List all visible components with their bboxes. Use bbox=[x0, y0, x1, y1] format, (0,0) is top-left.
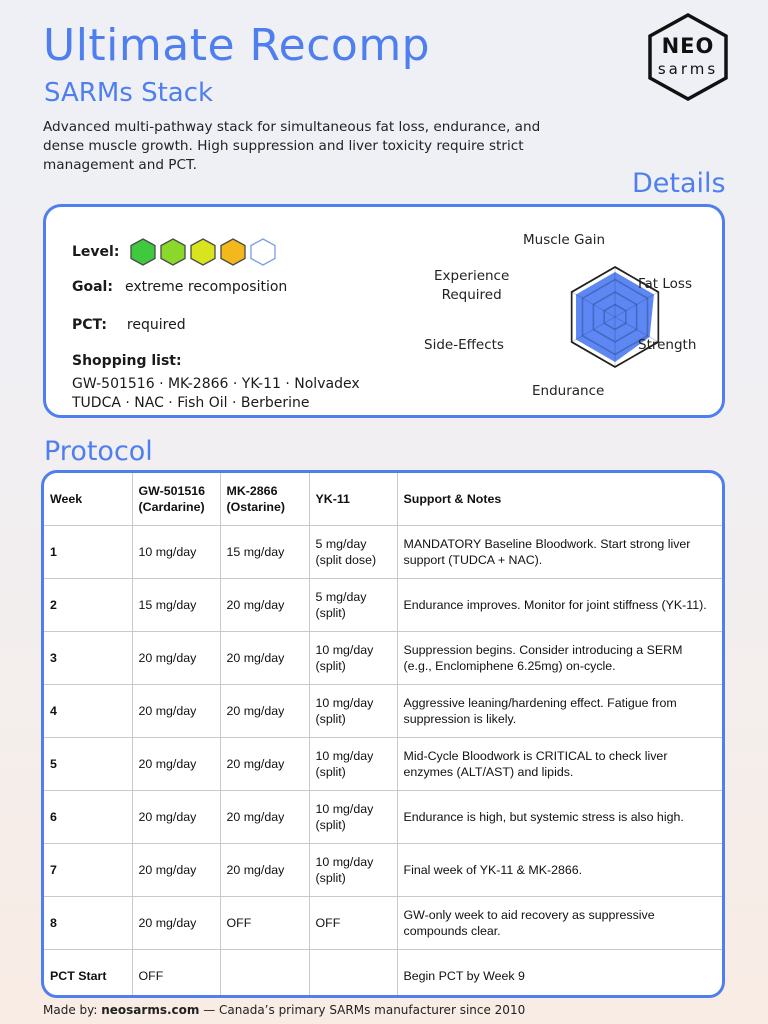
page-subtitle: SARMs Stack bbox=[44, 78, 214, 108]
cell-notes: Aggressive leaning/hardening effect. Fatigue from suppression is likely. bbox=[397, 684, 722, 737]
cell-gw501516: OFF bbox=[132, 949, 220, 998]
level-label: Level: bbox=[72, 244, 120, 260]
table-row bbox=[44, 949, 722, 998]
cell-mk2866 bbox=[220, 949, 309, 998]
cell-week: 1 bbox=[44, 525, 132, 578]
table-row bbox=[44, 790, 722, 843]
neo-sarms-logo bbox=[646, 12, 730, 102]
cell-yk11: 10 mg/day (split) bbox=[309, 790, 397, 843]
cell-notes: Endurance improves. Monitor for joint stiffness (YK-11). bbox=[397, 578, 722, 631]
cell-gw501516: 20 mg/day bbox=[132, 684, 220, 737]
cell-mk2866: 15 mg/day bbox=[220, 525, 309, 578]
radar-label-fat-loss: Fat Loss bbox=[638, 276, 692, 292]
cell-gw501516: 20 mg/day bbox=[132, 896, 220, 949]
header-mk2866: MK-2866 (Ostarine) bbox=[220, 473, 309, 525]
cell-week: 3 bbox=[44, 631, 132, 684]
details-card bbox=[43, 204, 725, 418]
cell-yk11: 5 mg/day (split dose) bbox=[309, 525, 397, 578]
cell-gw501516: 20 mg/day bbox=[132, 737, 220, 790]
cell-mk2866: 20 mg/day bbox=[220, 737, 309, 790]
cell-gw501516: 20 mg/day bbox=[132, 790, 220, 843]
protocol-table-card bbox=[41, 470, 725, 998]
table-row bbox=[44, 684, 722, 737]
logo-text-neo: NEO bbox=[661, 34, 715, 58]
radar-label-side-effects: Side-Effects bbox=[424, 337, 504, 353]
cell-mk2866: 20 mg/day bbox=[220, 578, 309, 631]
cell-gw501516: 20 mg/day bbox=[132, 843, 220, 896]
cell-week: 5 bbox=[44, 737, 132, 790]
cell-notes: MANDATORY Baseline Bloodwork. Start strong liver support (TUDCA + NAC). bbox=[397, 525, 722, 578]
cell-gw501516: 20 mg/day bbox=[132, 631, 220, 684]
pct-row bbox=[72, 317, 186, 333]
cell-notes: Begin PCT by Week 9 bbox=[397, 949, 722, 998]
cell-notes: GW-only week to aid recovery as suppressive compounds clear. bbox=[397, 896, 722, 949]
level-hexagon-icon bbox=[249, 237, 277, 267]
table-row bbox=[44, 896, 722, 949]
cell-yk11 bbox=[309, 949, 397, 998]
details-section-title: Details bbox=[632, 168, 726, 199]
radar-chart bbox=[406, 217, 722, 415]
cell-mk2866: 20 mg/day bbox=[220, 684, 309, 737]
protocol-section-title: Protocol bbox=[44, 436, 153, 467]
header-gw501516: GW-501516 (Cardarine) bbox=[132, 473, 220, 525]
shopping-row bbox=[72, 353, 182, 369]
radar-label-experience-line2: Required bbox=[441, 287, 502, 303]
radar-label-experience-line1: Experience bbox=[434, 268, 510, 284]
cell-yk11: 10 mg/day (split) bbox=[309, 631, 397, 684]
cell-yk11: 5 mg/day (split) bbox=[309, 578, 397, 631]
table-row bbox=[44, 631, 722, 684]
cell-gw501516: 10 mg/day bbox=[132, 525, 220, 578]
cell-yk11: 10 mg/day (split) bbox=[309, 843, 397, 896]
level-rating bbox=[129, 237, 277, 267]
shopping-line-1: GW-501516 · MK-2866 · YK-11 · Nolvadex bbox=[72, 376, 360, 392]
cell-mk2866: 20 mg/day bbox=[220, 843, 309, 896]
cell-week: 4 bbox=[44, 684, 132, 737]
cell-yk11: 10 mg/day (split) bbox=[309, 684, 397, 737]
goal-label: Goal: bbox=[72, 279, 113, 295]
shopping-line-2: TUDCA · NAC · Fish Oil · Berberine bbox=[72, 395, 310, 411]
footer-site-link: neosarms.com bbox=[101, 1003, 200, 1017]
level-hexagon-icon bbox=[189, 237, 217, 267]
level-hexagon-icon bbox=[219, 237, 247, 267]
shopping-list bbox=[72, 375, 360, 413]
radar-label-muscle-gain: Muscle Gain bbox=[523, 232, 606, 248]
footer bbox=[43, 1003, 525, 1017]
header-yk11: YK-11 bbox=[309, 473, 397, 525]
level-row bbox=[72, 237, 277, 267]
shopping-label: Shopping list: bbox=[72, 353, 182, 369]
cell-week: PCT Start bbox=[44, 949, 132, 998]
intro-description: Advanced multi-pathway stack for simultaneous fat loss, endurance, and dense muscle growth. High suppression and liver toxicity require strict management and PCT. bbox=[43, 119, 541, 173]
level-hexagon-icon bbox=[159, 237, 187, 267]
header-week: Week bbox=[44, 473, 132, 525]
table-row bbox=[44, 737, 722, 790]
table-row bbox=[44, 578, 722, 631]
page-title: Ultimate Recomp bbox=[43, 20, 431, 71]
goal-row bbox=[72, 279, 287, 295]
cell-week: 8 bbox=[44, 896, 132, 949]
cell-notes: Suppression begins. Consider introducing a SERM (e.g., Enclomiphene 6.25mg) on-cycle. bbox=[397, 631, 722, 684]
cell-mk2866: 20 mg/day bbox=[220, 790, 309, 843]
cell-mk2866: 20 mg/day bbox=[220, 631, 309, 684]
footer-suffix: — Canada’s primary SARMs manufacturer since 2010 bbox=[199, 1003, 526, 1017]
cell-week: 6 bbox=[44, 790, 132, 843]
cell-yk11: OFF bbox=[309, 896, 397, 949]
cell-notes: Mid-Cycle Bloodwork is CRITICAL to check liver enzymes (ALT/AST) and lipids. bbox=[397, 737, 722, 790]
footer-prefix: Made by: bbox=[43, 1003, 102, 1017]
cell-notes: Final week of YK-11 & MK-2866. bbox=[397, 843, 722, 896]
cell-week: 7 bbox=[44, 843, 132, 896]
radar-label-strength: Strength bbox=[638, 337, 697, 353]
table-row bbox=[44, 843, 722, 896]
goal-value: extreme recomposition bbox=[124, 279, 288, 295]
pct-label: PCT: bbox=[72, 317, 107, 333]
logo-text-sarms: sarms bbox=[657, 60, 719, 78]
cell-yk11: 10 mg/day (split) bbox=[309, 737, 397, 790]
level-hexagon-icon bbox=[129, 237, 157, 267]
table-header-row bbox=[44, 473, 722, 525]
protocol-table bbox=[44, 473, 722, 998]
cell-week: 2 bbox=[44, 578, 132, 631]
cell-mk2866: OFF bbox=[220, 896, 309, 949]
header-notes: Support & Notes bbox=[397, 473, 722, 525]
cell-gw501516: 15 mg/day bbox=[132, 578, 220, 631]
table-row bbox=[44, 525, 722, 578]
radar-label-endurance: Endurance bbox=[532, 383, 605, 399]
pct-value: required bbox=[126, 317, 186, 333]
radar-label-experience bbox=[434, 267, 509, 305]
cell-notes: Endurance is high, but systemic stress is also high. bbox=[397, 790, 722, 843]
